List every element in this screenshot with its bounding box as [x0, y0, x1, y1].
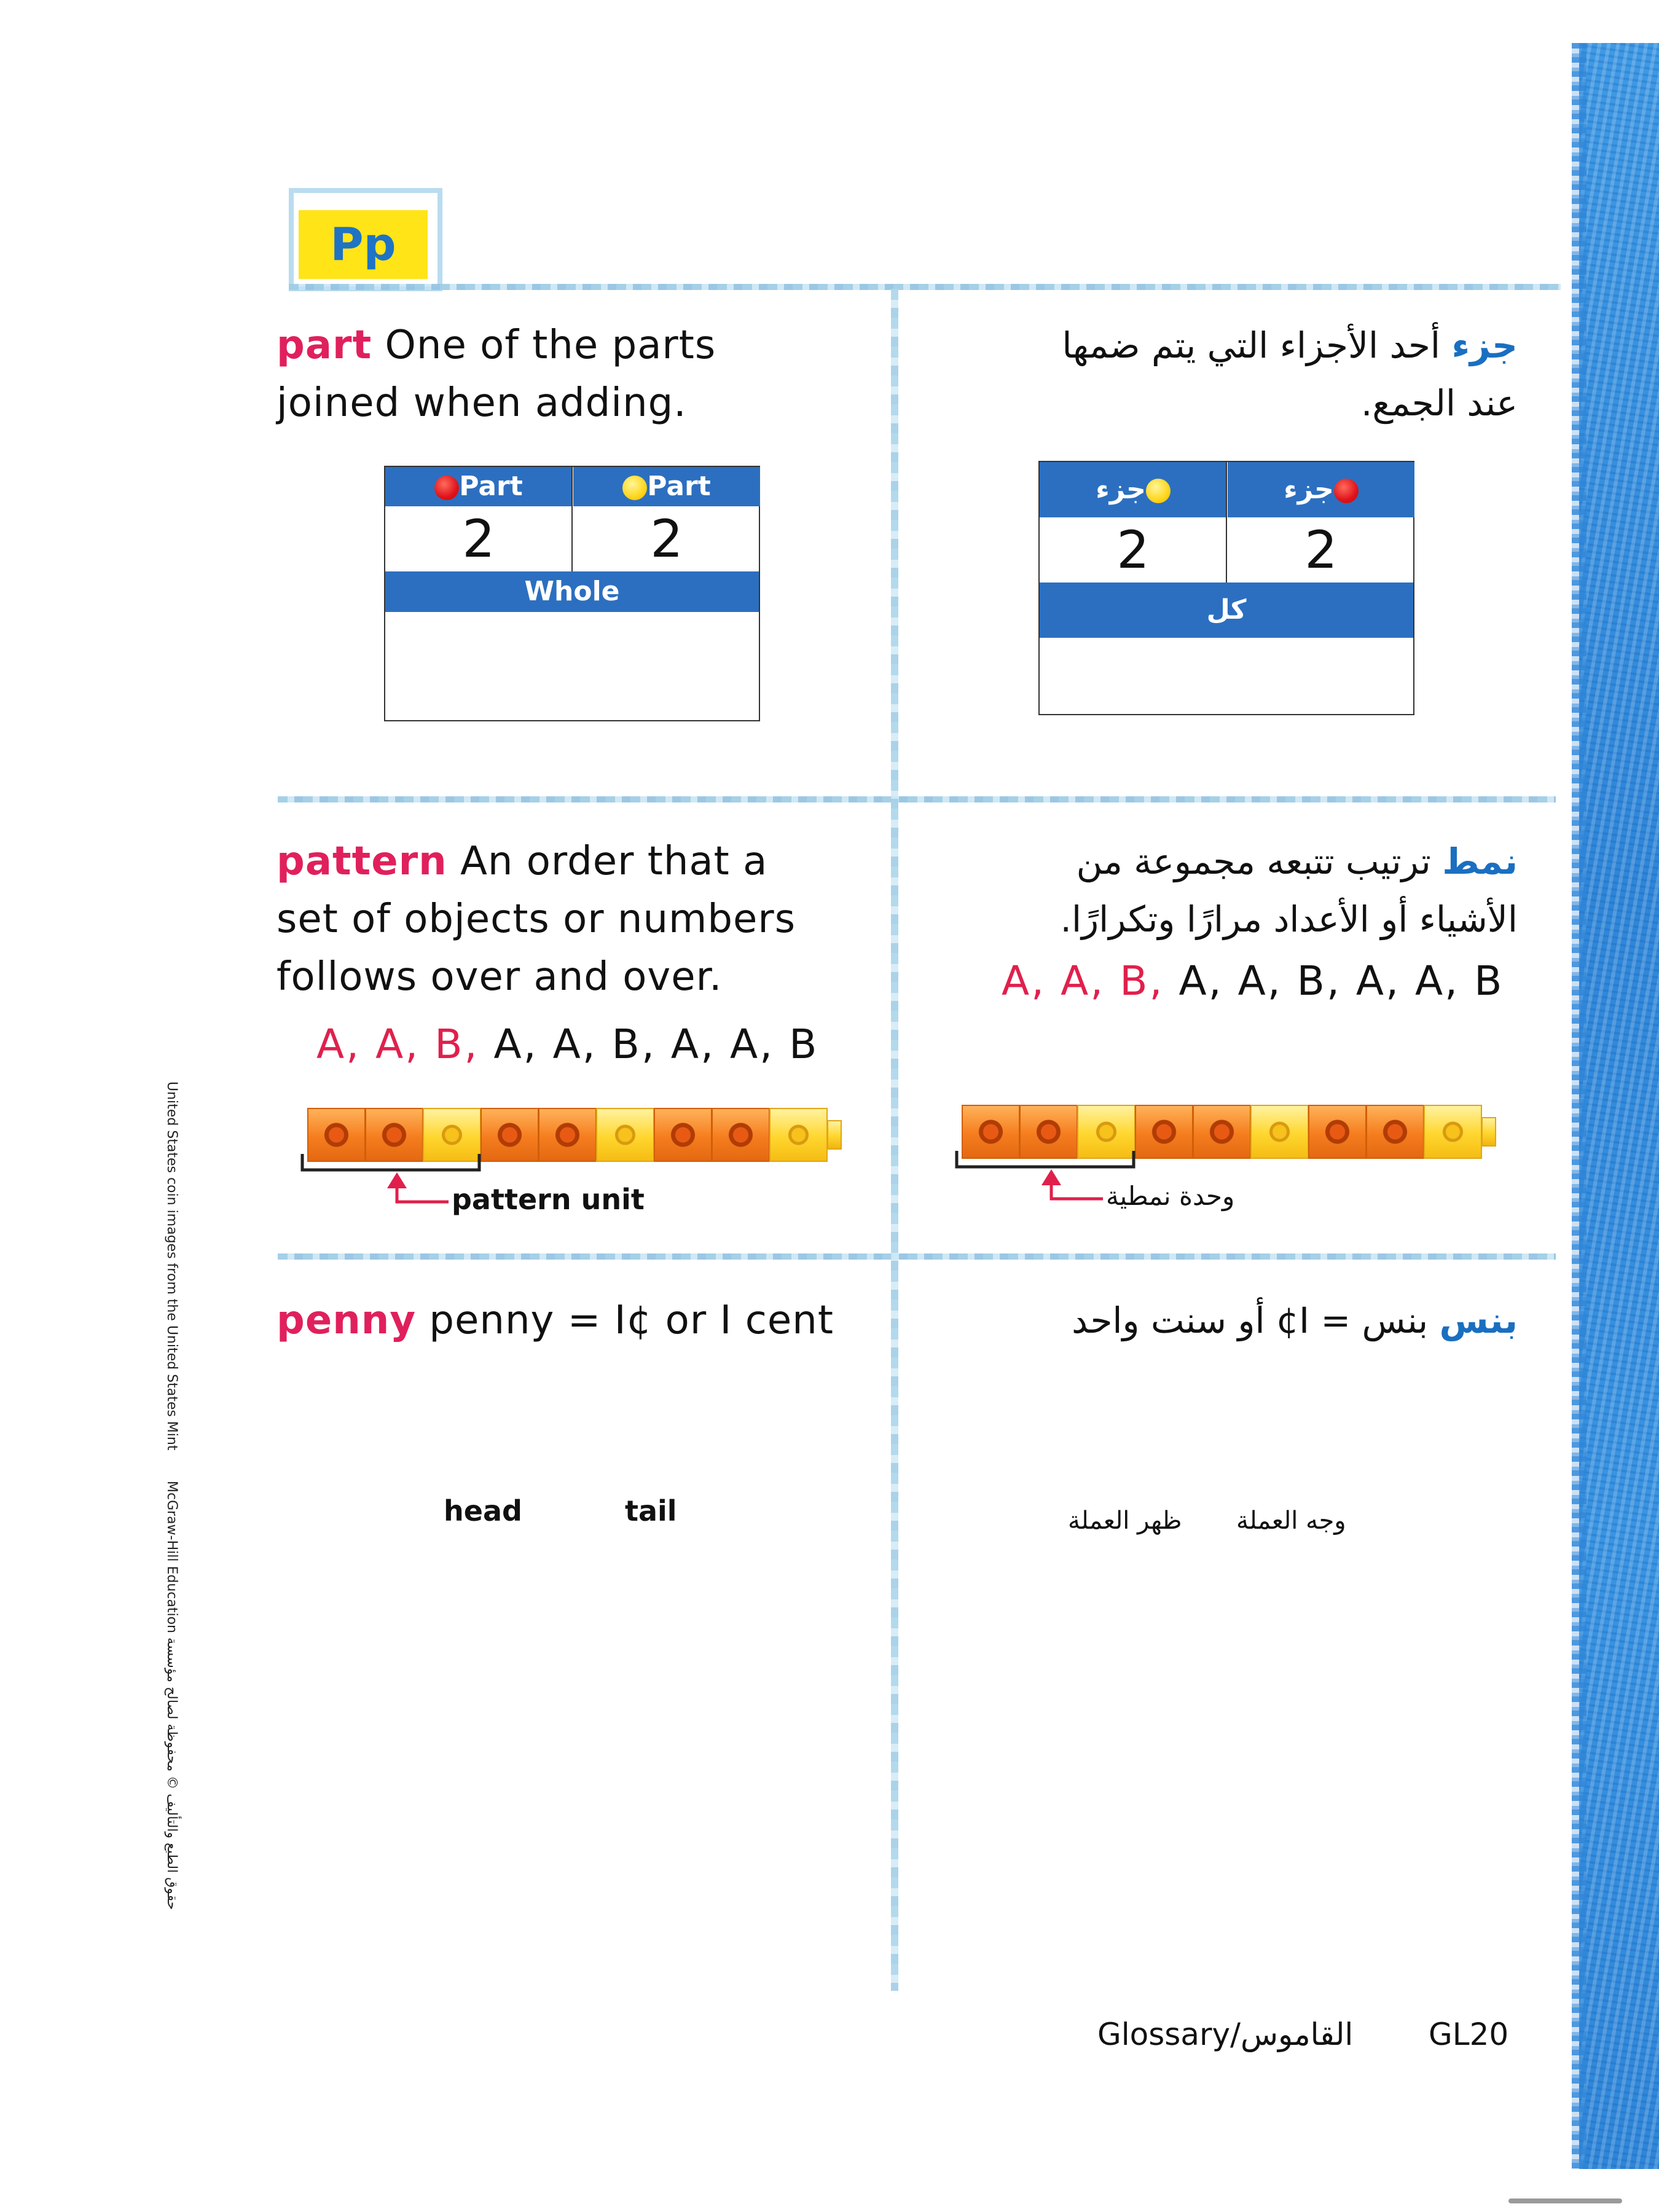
penny-entry-ar [934, 1292, 1518, 1349]
part-value-right-ar: 2 [1304, 520, 1338, 580]
cube-connector [827, 1120, 842, 1150]
part-definition-line2: joined when adding. [276, 380, 687, 426]
part-definition-line1: One of the parts [385, 323, 716, 368]
orange-cube [1308, 1105, 1367, 1159]
divider-center [891, 289, 898, 1991]
pattern-definition-line2: set of objects or numbers [276, 896, 796, 942]
yellow-cube [769, 1108, 828, 1162]
yellow-counter-icon [622, 476, 647, 500]
penny-entry-en [276, 1292, 879, 1349]
pattern-definition-ar-line1: ترتيب تتبعه مجموعة من [1076, 841, 1431, 882]
penny-definition-ar: بنس = I¢ أو سنت واحد [1072, 1300, 1429, 1341]
yellow-cube [1424, 1105, 1482, 1159]
page-number: GL20 [1429, 2017, 1509, 2052]
penny-definition: penny = I¢ or I cent [429, 1298, 834, 1343]
part-label: Part [459, 471, 523, 502]
letter-tab: Pp [330, 218, 396, 271]
crayon-border-edge [1572, 43, 1586, 2169]
pattern-sequence-highlight-ar: A, A, B, [1002, 957, 1164, 1005]
red-counter-icon [434, 476, 459, 500]
part-header-left-ar [1040, 462, 1226, 517]
term-pattern-ar: نمط [1442, 841, 1518, 882]
pattern-entry-ar [934, 833, 1518, 948]
footer-glossary: Glossary/القاموس [1097, 2017, 1354, 2052]
pattern-sequence-en [316, 1016, 869, 1073]
penny-tail-label-ar: ظهر العملة [1068, 1507, 1182, 1535]
divider-top [289, 284, 1561, 290]
red-counter-icon [1334, 479, 1359, 503]
part-header-left [385, 467, 572, 506]
part-header-right [573, 467, 760, 506]
pattern-unit-label-ar: وحدة نمطية [1106, 1181, 1235, 1211]
pattern-definition-line3: follows over and over. [276, 954, 723, 1000]
term-pattern: pattern [276, 839, 447, 884]
term-penny-ar: بنس [1439, 1300, 1518, 1341]
crayon-border [1579, 43, 1659, 2169]
part-entry-en [276, 316, 866, 432]
pattern-entry-en [276, 833, 879, 1006]
pattern-sequence-rest-ar: A, A, B, A, A, B [1179, 957, 1504, 1005]
orange-cube [1366, 1105, 1424, 1159]
term-penny: penny [276, 1298, 417, 1343]
pattern-definition-line1: An order that a [460, 839, 768, 884]
pattern-sequence-rest: A, A, B, A, A, B [493, 1021, 819, 1068]
part-label-ar: جزء [1096, 474, 1146, 505]
penny-tail-label: tail [625, 1494, 677, 1528]
part-value-right: 2 [650, 509, 683, 569]
part-definition-ar-line1: أحد الأجزاء التي يتم ضمها [1062, 324, 1441, 366]
divider-row-2 [278, 1253, 1556, 1260]
whole-header-ar: كل [1040, 582, 1413, 638]
part-value-left: 2 [462, 509, 495, 569]
orange-cube [712, 1108, 770, 1162]
yellow-counter-icon [1146, 479, 1171, 503]
scroll-indicator[interactable] [1508, 2198, 1622, 2203]
part-definition-ar-line2: عند الجمع. [1360, 382, 1518, 424]
part-part-whole-mat-en [384, 466, 760, 721]
penny-head-label: head [444, 1494, 522, 1528]
part-label: Part [647, 471, 711, 502]
divider-row-1 [278, 796, 1556, 802]
part-entry-ar [934, 316, 1518, 432]
pattern-sequence-highlight: A, A, B, [316, 1021, 479, 1068]
part-part-whole-mat-ar [1038, 461, 1414, 715]
pattern-definition-ar-line2: الأشياء أو الأعداد مرارًا وتكرارًا. [1060, 898, 1518, 940]
pattern-sequence-ar [1002, 952, 1524, 1010]
orange-cube [654, 1108, 712, 1162]
part-value-left-ar: 2 [1116, 520, 1150, 580]
copyright-credit: McGraw-Hill Education حقوق الطبع والتأليف © محفوظة لصالح مؤسسة [164, 1481, 179, 1910]
term-part: part [276, 323, 372, 368]
pattern-unit-label: pattern unit [452, 1183, 645, 1216]
coin-image-credit: United States coin images from the United States Mint [164, 1081, 179, 1451]
part-header-right-ar [1228, 462, 1414, 517]
part-label-ar: جزء [1284, 474, 1334, 505]
cube-connector [1481, 1117, 1496, 1147]
penny-head-label-ar: وجه العملة [1236, 1507, 1346, 1535]
whole-header: Whole [385, 571, 759, 612]
term-part-ar: جزء [1451, 324, 1518, 366]
